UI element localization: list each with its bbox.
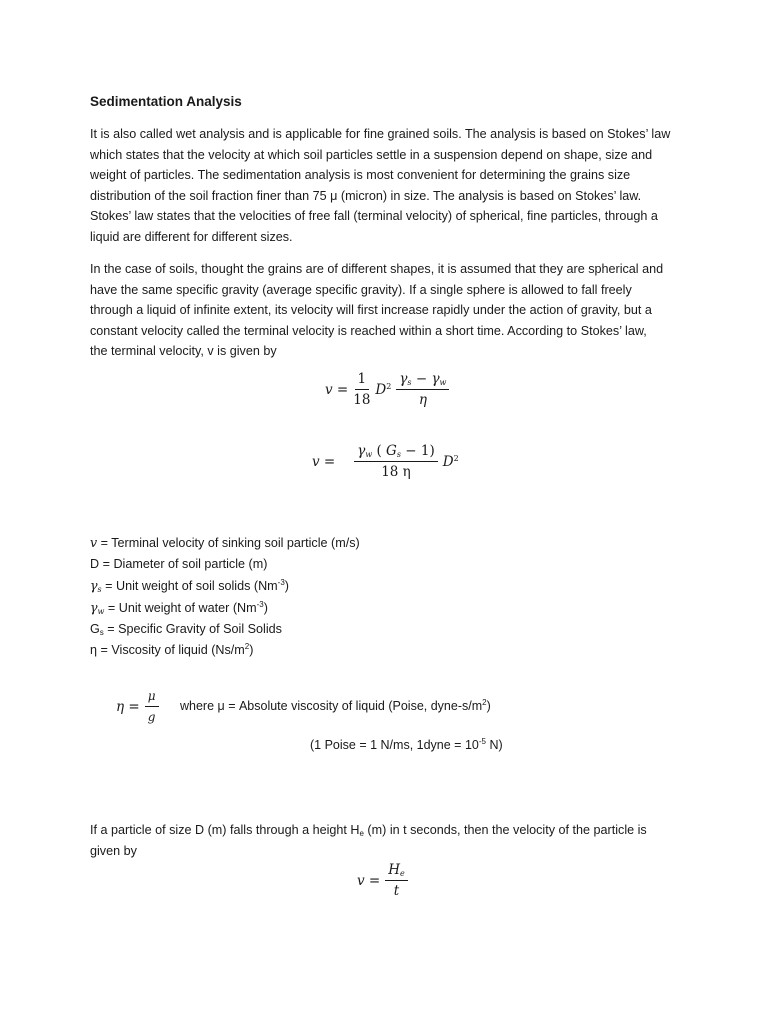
fraction-numerator: 1 [355,371,370,390]
definition-water-unit-weight: $\gamma_w$ = Unit weight of water $(Nm^{-3})$ [90,600,268,616]
fraction-numerator: μ [145,688,159,707]
variable-definitions [90,532,360,661]
paragraph-1-line: which states that the velocity at which soil particles settle in a suspension depend on shape, size and [90,147,653,162]
paragraph-2-line: have the same specific gravity (average specific gravity). If a single sphere is allowed to fall freely [90,282,632,297]
paragraph-1-line: Stokes’ law states that the velocities of free fall (terminal velocity) of spherical, fine particles, through a [90,209,658,224]
document-title: Sedimentation Analysis [90,94,242,109]
fraction-numerator: $H_e$ [385,862,408,881]
specific-gravity-fraction [354,443,438,480]
paragraph-1-line: It is also called wet analysis and is applicable for fine grained soils. The analysis is based on Stokes’ law [90,127,671,141]
fraction-denominator: 18 η [381,464,411,480]
fraction-denominator: η [418,392,427,408]
height-time-fraction [385,862,408,899]
fraction-denominator: 18 [353,392,371,408]
paragraph-2-line: In the case of soils, thought the grains are of different shapes, it is assumed that they are spherical and [90,262,664,276]
velocity-equation [357,862,413,899]
fraction-denominator: t [393,883,400,899]
paragraph-3 [90,820,680,861]
equation-lhs: η = [116,698,140,715]
equation-lhs: v = [312,453,336,470]
definition-soil-unit-weight: $\gamma_s$ = Unit weight of soil solids $(Nm^{-3})$ [90,578,289,594]
diameter-term: $D^2$ [375,381,392,398]
paragraph-2-line: the terminal velocity, v is given by [90,344,277,359]
equation-lhs: v = [325,381,349,398]
definition-velocity: v = Terminal velocity of sinking soil particle (m/s) [90,535,360,550]
poise-conversion-note: (1 Poise = 1 N/ms, 1dyne = $10^{-5}$ N) [310,737,503,752]
diameter-term: $D^2$ [442,453,459,470]
equation-lhs: v = [357,872,381,889]
viscosity-fraction [145,688,159,725]
fraction-denominator: g [147,710,156,724]
fraction-one-eighteenth [353,371,370,408]
definition-diameter: D = Diameter of soil particle (m) [90,557,268,571]
viscosity-equation [116,688,164,725]
paragraph-2-line: through a liquid of infinite extent, its velocity will first increase rapidly under the action of gravity, but a [90,303,652,318]
stokes-equation-2 [312,443,459,480]
paragraph-1 [90,124,680,248]
paragraph-2 [90,259,680,362]
stokes-equation-1 [325,371,454,408]
viscosity-where-note: where μ = Absolute viscosity of liquid (Poise, dyne-$s/m^2$) [180,698,491,713]
paragraph-1-line: distribution of the soil fraction finer than 75 μ (micron) in size. The analysis is based on Stokes’ law. [90,188,642,203]
paragraph-3-line: If a particle of size D (m) falls through a height $H_e$ (m) in t seconds, then the velocity of the particle is [90,823,647,838]
definition-specific-gravity: $G_s$ = Specific Gravity of Soil Solids [90,622,282,637]
paragraph-2-line: constant velocity called the terminal velocity is reached within a short time. According to Stokes’ law, [90,323,647,338]
paragraph-1-line: weight of particles. The sedimentation analysis is most convenient for determining the grains size [90,168,631,183]
paragraph-3-line: given by [90,843,137,858]
fraction-numerator: $\gamma_w$ ( $G_s - 1$) [354,443,438,462]
definition-viscosity: η = Viscosity of liquid $(Ns/m^2)$ [90,642,254,657]
paragraph-1-line: liquid are different for different sizes. [90,229,293,244]
unit-weight-fraction [396,371,449,408]
fraction-numerator: $\gamma_s - \gamma_w$ [396,371,449,390]
